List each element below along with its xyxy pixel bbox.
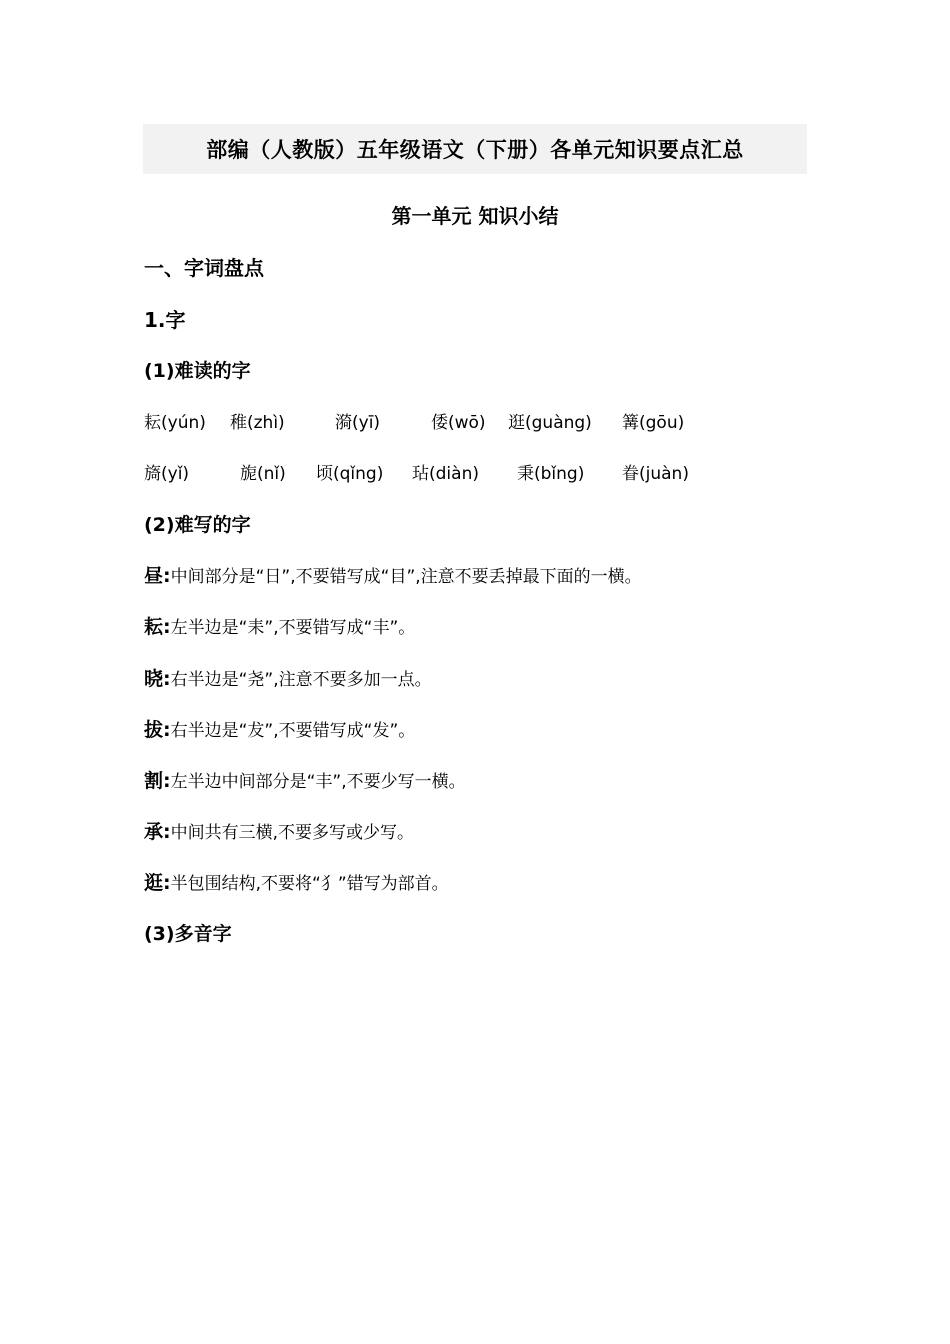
hard-write-char: 割	[144, 770, 164, 792]
pinyin-item: 漪(yī)	[335, 413, 381, 433]
hard-write-note: 左半边中间部分是“丰”,不要少写一横。	[170, 772, 466, 792]
hard-write-char: 晓	[144, 668, 164, 690]
hard-write-char: 承	[144, 821, 164, 843]
unit-title: 第一单元 知识小结	[391, 204, 559, 228]
hard-write-char: 昼	[144, 565, 164, 587]
pinyin-item: 倭(wō)	[431, 413, 486, 433]
hard-write-char: 耘	[144, 616, 164, 638]
hard-write-note: 半包围结构,不要将“犭”错写为部首。	[170, 874, 449, 894]
hard-write-note: 右半边是“犮”,不要错写成“发”。	[170, 721, 416, 741]
hard-write-item: 晓:右半边是“尧”,注意不要多加一点。	[144, 668, 432, 690]
hard-write-note: 中间部分是“日”,不要错写成“目”,注意不要丢掉最下面的一横。	[170, 567, 642, 587]
part-heading-polyphonic: (3)多音字	[144, 923, 232, 945]
part-heading-hard-to-read: (1)难读的字	[144, 360, 251, 382]
hard-write-item: 逛:半包围结构,不要将“犭”错写为部首。	[144, 872, 449, 894]
pinyin-item: 玷(diàn)	[412, 464, 479, 484]
hard-write-char: 逛	[144, 872, 164, 894]
pinyin-item: 顷(qǐng)	[316, 464, 384, 484]
hard-write-item: 承:中间共有三横,不要多写或少写。	[144, 821, 415, 843]
pinyin-item: 眷(juàn)	[622, 464, 689, 484]
hard-write-note: 中间共有三横,不要多写或少写。	[170, 823, 415, 843]
pinyin-item: 旎(nǐ)	[240, 464, 286, 484]
hard-write-note: 右半边是“尧”,注意不要多加一点。	[170, 670, 432, 690]
hard-write-item: 割:左半边中间部分是“丰”,不要少写一横。	[144, 770, 466, 792]
pinyin-item: 耘(yún)	[144, 413, 206, 433]
part-heading-hard-to-write: (2)难写的字	[144, 514, 251, 536]
hard-write-char: 拔	[144, 719, 164, 741]
subsection-heading-characters: 1.字	[144, 308, 186, 332]
hard-write-item: 昼:中间部分是“日”,不要错写成“目”,注意不要丢掉最下面的一横。	[144, 565, 642, 587]
hard-write-note: 左半边是“耒”,不要错写成“丰”。	[170, 618, 416, 638]
hard-write-item: 拔:右半边是“犮”,不要错写成“发”。	[144, 719, 416, 741]
pinyin-item: 秉(bǐng)	[517, 464, 585, 484]
main-title: 部编（人教版）五年级语文（下册）各单元知识要点汇总	[206, 138, 744, 162]
pinyin-item: 逛(guàng)	[508, 413, 592, 433]
main-title-banner	[143, 124, 807, 174]
pinyin-item: 稚(zhì)	[230, 413, 285, 433]
pinyin-item: 篝(gōu)	[622, 413, 685, 433]
section-heading-vocabulary: 一、字词盘点	[144, 256, 264, 280]
hard-write-item: 耘:左半边是“耒”,不要错写成“丰”。	[144, 616, 416, 638]
pinyin-item: 旖(yǐ)	[144, 464, 190, 484]
